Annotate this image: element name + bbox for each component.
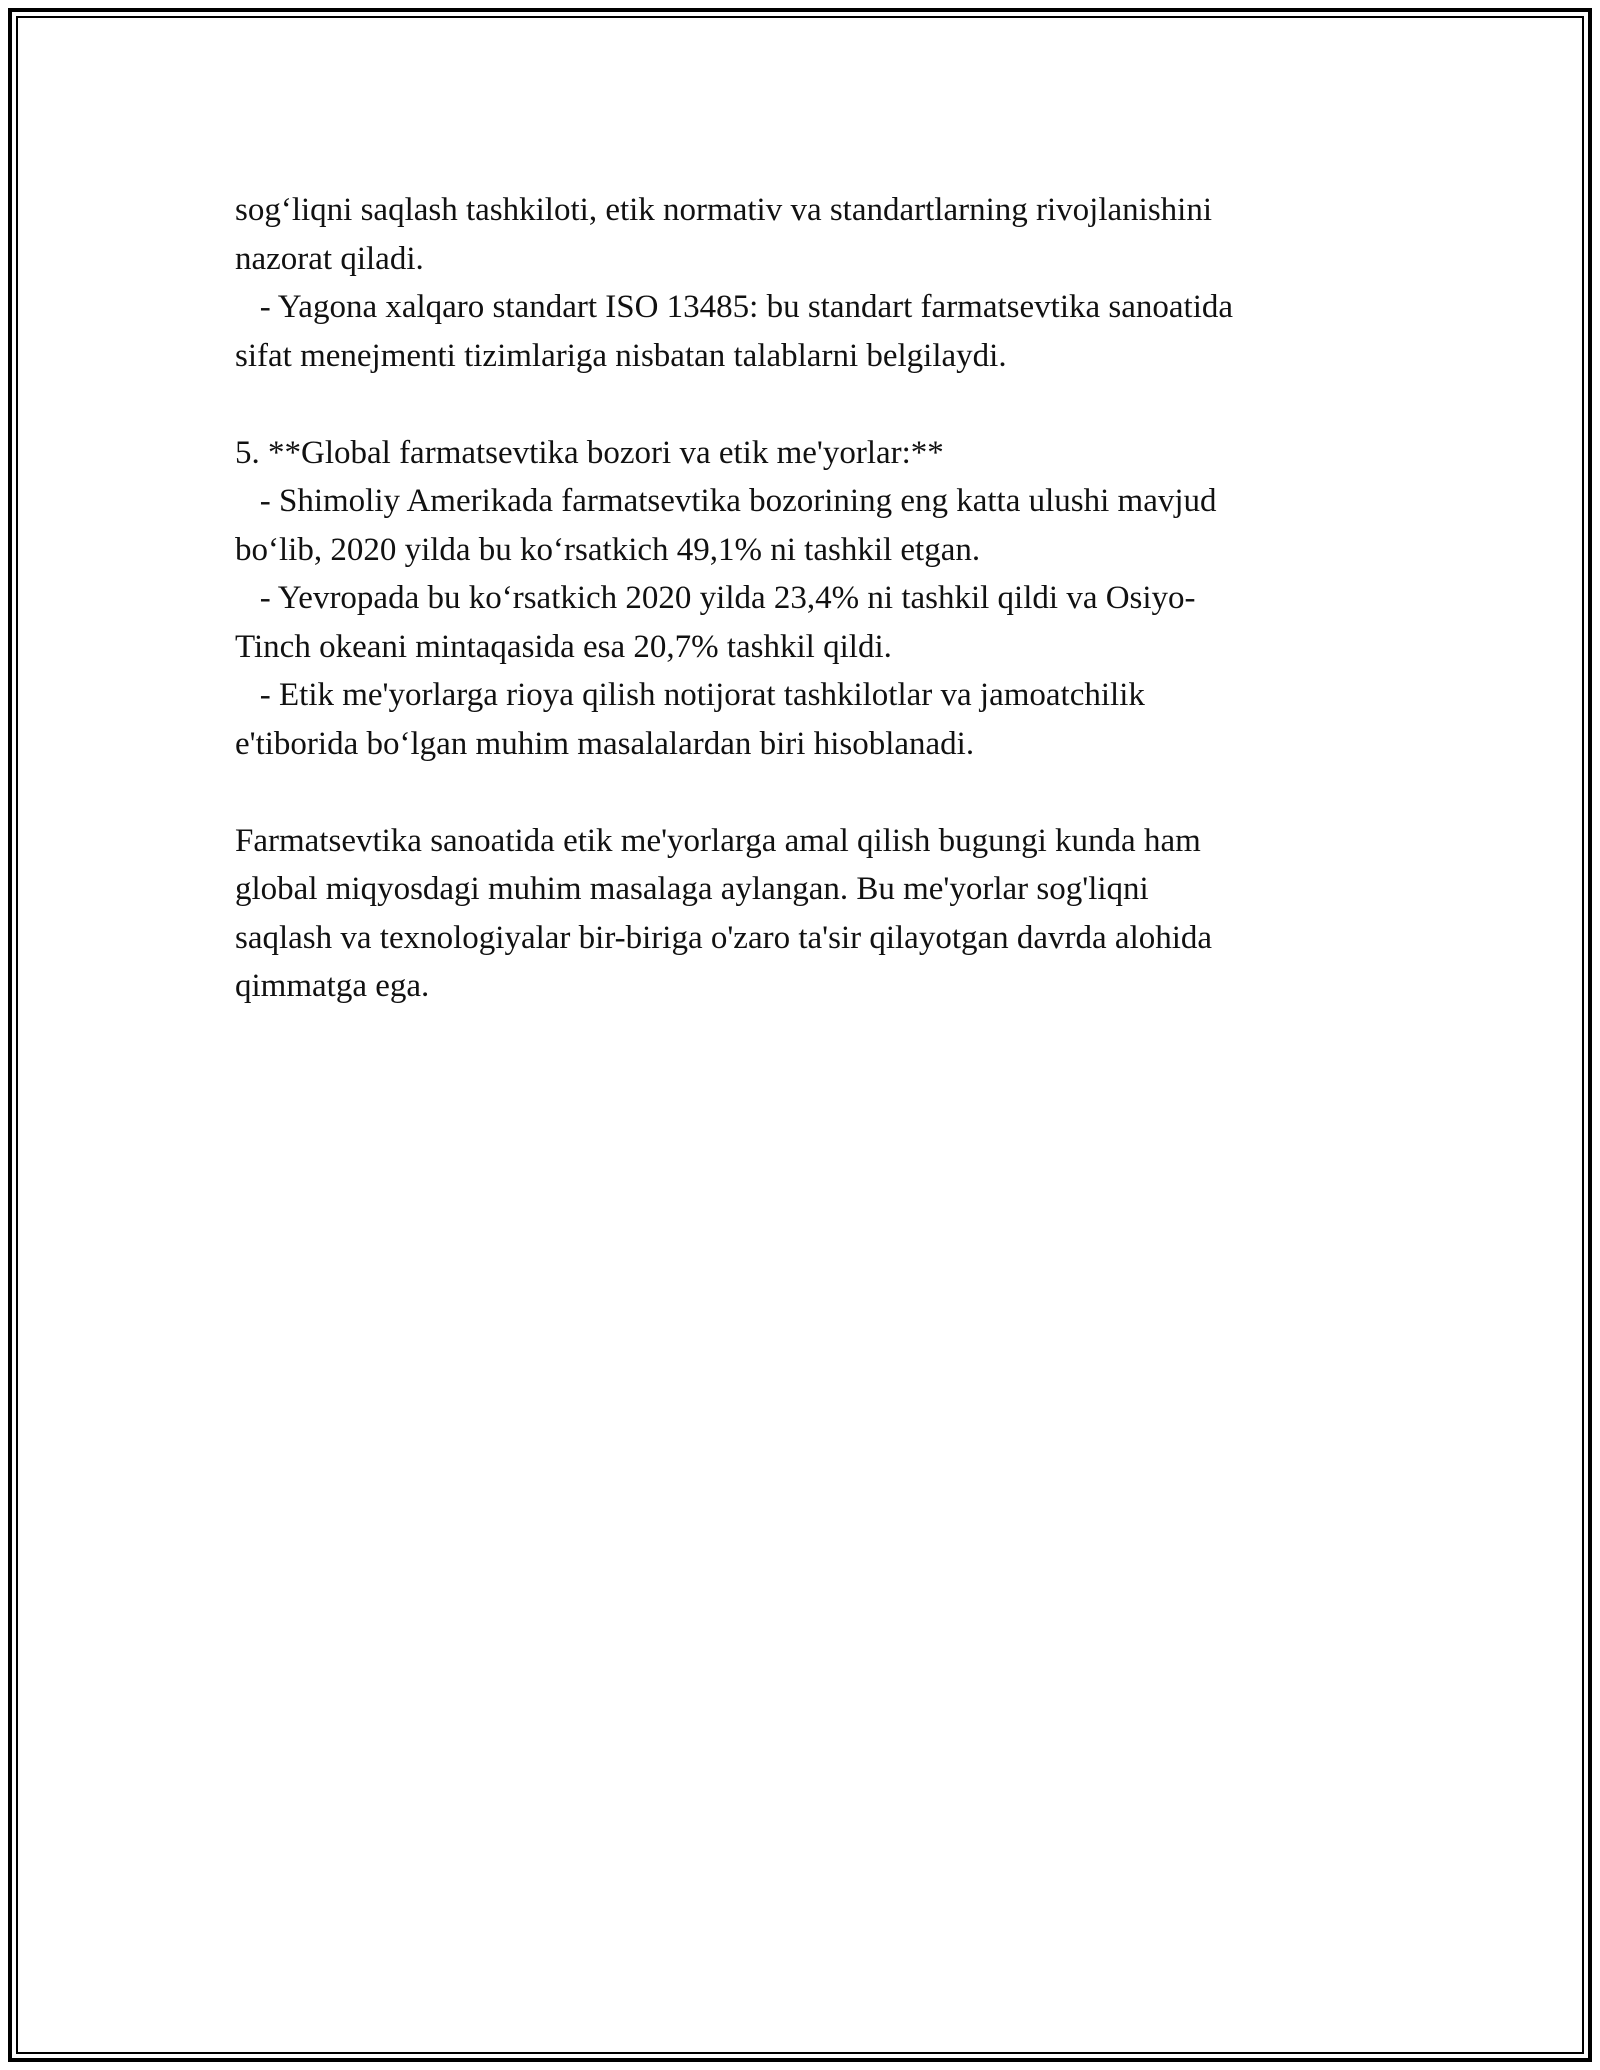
list-item-text: - Yevropada bu ko‘rsatkich 2020 yilda 23,4% ni tashkil qildi va Osiyo-: [235, 580, 1196, 616]
text-line: Farmatsevtika sanoatida etik me'yorlarga amal qilish bugungi kunda ham: [235, 822, 1201, 859]
text-line: sifat menejmenti tizimlariga nisbatan talablarni belgilaydi.: [235, 337, 1007, 374]
list-item-text: - Shimoliy Amerikada farmatsevtika bozorining eng katta ulushi mavjud: [235, 483, 1217, 519]
text-line: saqlash va texnologiyalar bir-biriga o'zaro ta'sir qilayotgan davrda alohida: [235, 919, 1213, 956]
section-heading: 5. **Global farmatsevtika bozori va etik me'yorlar:**: [235, 434, 944, 471]
document-body: [235, 186, 1365, 1011]
list-item-text: - Yagona xalqaro standart ISO 13485: bu standart farmatsevtika sanoatida: [235, 289, 1234, 325]
list-item-text: - Etik me'yorlarga rioya qilish notijorat tashkilotlar va jamoatchilik: [235, 677, 1145, 713]
text-line: e'tiborida bo‘lgan muhim masalalardan biri hisoblanadi.: [235, 725, 975, 762]
text-line: bo‘lib, 2020 yilda bu ko‘rsatkich 49,1% ni tashkil etgan.: [235, 531, 981, 568]
paragraph-spacer: [235, 380, 1365, 429]
section-5: [235, 429, 1365, 769]
text-line: qimmatga ega.: [235, 968, 430, 1004]
paragraph-spacer: [235, 768, 1365, 817]
conclusion-paragraph: [235, 817, 1365, 1011]
text-line: Tinch okeani mintaqasida esa 20,7% tashkil qildi.: [235, 628, 892, 665]
text-line: nazorat qiladi.: [235, 240, 424, 277]
paragraph-1: [235, 186, 1365, 380]
text-line: global miqyosdagi muhim masalaga aylangan. Bu me'yorlar sog'liqni: [235, 871, 1149, 907]
text-line: sog‘liqni saqlash tashkiloti, etik normativ va standartlarning rivojlanishini: [235, 192, 1213, 228]
